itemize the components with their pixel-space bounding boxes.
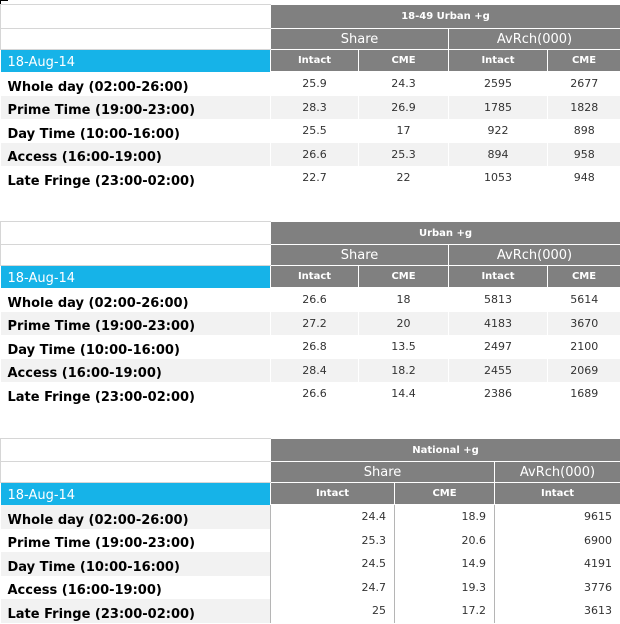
value-cell[interactable]: 922 <box>449 119 548 143</box>
value-cell[interactable]: 1828 <box>548 96 620 119</box>
group-header-share: Share <box>271 245 449 266</box>
table-row <box>1 359 620 382</box>
value-cell[interactable]: 26.8 <box>271 335 359 359</box>
value-cell[interactable]: 27.2 <box>271 312 359 335</box>
group-header-avrch: AvRch(000) <box>449 245 620 266</box>
value-cell[interactable]: 25 <box>271 599 395 623</box>
group-header-avrch: AvRch(000) <box>495 462 620 483</box>
date-cell[interactable]: 18-Aug-14 <box>1 50 271 72</box>
value-cell[interactable]: 25.9 <box>271 72 359 96</box>
value-cell[interactable]: 5813 <box>449 288 548 312</box>
subheader-intact: Intact <box>449 50 548 72</box>
value-cell[interactable]: 13.5 <box>359 335 449 359</box>
date-cell[interactable]: 18-Aug-14 <box>1 483 271 505</box>
value-cell[interactable]: 25.5 <box>271 119 359 143</box>
row-label[interactable]: Late Fringe (23:00-02:00) <box>1 599 271 623</box>
row-label[interactable]: Access (16:00-19:00) <box>1 143 271 166</box>
subheader-cme: CME <box>548 50 620 72</box>
value-cell[interactable]: 5614 <box>548 288 620 312</box>
row-label[interactable]: Late Fringe (23:00-02:00) <box>1 382 271 406</box>
header-blank <box>1 462 271 483</box>
value-cell[interactable]: 14.9 <box>395 552 495 576</box>
value-cell[interactable]: 26.9 <box>359 96 449 119</box>
table-row <box>1 312 620 335</box>
value-cell[interactable]: 18.9 <box>395 505 495 529</box>
value-cell[interactable]: 2595 <box>449 72 548 96</box>
value-cell[interactable]: 20 <box>359 312 449 335</box>
value-cell[interactable]: 3613 <box>495 599 620 623</box>
date-cell[interactable]: 18-Aug-14 <box>1 266 271 288</box>
value-cell[interactable]: 1689 <box>548 382 620 406</box>
header-blank <box>1 29 271 50</box>
value-cell[interactable]: 894 <box>449 143 548 166</box>
row-label[interactable]: Access (16:00-19:00) <box>1 359 271 382</box>
row-label[interactable]: Prime Time (19:00-23:00) <box>1 312 271 335</box>
value-cell[interactable]: 958 <box>548 143 620 166</box>
table-row <box>1 166 620 190</box>
value-cell[interactable]: 26.6 <box>271 143 359 166</box>
value-cell[interactable]: 3776 <box>495 576 620 599</box>
network-header: National +g <box>271 439 620 462</box>
row-label[interactable]: Day Time (10:00-16:00) <box>1 335 271 359</box>
header-blank <box>1 439 271 462</box>
row-label[interactable]: Day Time (10:00-16:00) <box>1 552 271 576</box>
value-cell[interactable]: 26.6 <box>271 288 359 312</box>
network-header: Urban +g <box>271 222 620 245</box>
table-row <box>1 119 620 143</box>
value-cell[interactable]: 3670 <box>548 312 620 335</box>
row-label[interactable]: Whole day (02:00-26:00) <box>1 72 271 96</box>
row-label[interactable]: Late Fringe (23:00-02:00) <box>1 166 271 190</box>
value-cell[interactable]: 2677 <box>548 72 620 96</box>
value-cell[interactable]: 25.3 <box>359 143 449 166</box>
subheader-cme: CME <box>359 266 449 288</box>
value-cell[interactable]: 18.2 <box>359 359 449 382</box>
row-label[interactable]: Whole day (02:00-26:00) <box>1 505 271 529</box>
value-cell[interactable]: 2497 <box>449 335 548 359</box>
row-label[interactable]: Day Time (10:00-16:00) <box>1 119 271 143</box>
value-cell[interactable]: 2455 <box>449 359 548 382</box>
table-row <box>1 505 620 529</box>
row-label[interactable]: Prime Time (19:00-23:00) <box>1 529 271 552</box>
value-cell[interactable]: 28.4 <box>271 359 359 382</box>
row-label[interactable]: Access (16:00-19:00) <box>1 576 271 599</box>
value-cell[interactable]: 4191 <box>495 552 620 576</box>
subheader-intact: Intact <box>495 483 620 505</box>
group-header-avrch: AvRch(000) <box>449 29 620 50</box>
row-label[interactable]: Prime Time (19:00-23:00) <box>1 96 271 119</box>
value-cell[interactable]: 22 <box>359 166 449 190</box>
header-blank <box>1 222 271 245</box>
value-cell[interactable]: 14.4 <box>359 382 449 406</box>
value-cell[interactable]: 2069 <box>548 359 620 382</box>
subheader-cme: CME <box>359 50 449 72</box>
table-row <box>1 143 620 166</box>
table-national <box>0 438 620 623</box>
subheader-cme: CME <box>395 483 495 505</box>
subheader-intact: Intact <box>271 50 359 72</box>
value-cell[interactable]: 28.3 <box>271 96 359 119</box>
value-cell[interactable]: 2386 <box>449 382 548 406</box>
table-row <box>1 552 620 576</box>
table-row <box>1 72 620 96</box>
value-cell[interactable]: 2100 <box>548 335 620 359</box>
header-blank <box>1 245 271 266</box>
subheader-intact: Intact <box>271 483 395 505</box>
table-18-49-urban <box>0 4 620 190</box>
value-cell[interactable]: 898 <box>548 119 620 143</box>
group-header-share: Share <box>271 462 495 483</box>
subheader-cme: CME <box>548 266 620 288</box>
value-cell[interactable]: 22.7 <box>271 166 359 190</box>
table-row <box>1 599 620 623</box>
value-cell[interactable]: 19.3 <box>395 576 495 599</box>
value-cell[interactable]: 9615 <box>495 505 620 529</box>
table-row <box>1 529 620 552</box>
value-cell[interactable]: 25.3 <box>271 529 395 552</box>
table-row <box>1 382 620 406</box>
value-cell[interactable]: 17.2 <box>395 599 495 623</box>
value-cell[interactable]: 948 <box>548 166 620 190</box>
subheader-intact: Intact <box>271 266 359 288</box>
value-cell[interactable]: 24.4 <box>271 505 395 529</box>
value-cell[interactable]: 1053 <box>449 166 548 190</box>
value-cell[interactable]: 24.7 <box>271 576 395 599</box>
network-header: 18-49 Urban +g <box>271 5 620 29</box>
table-row <box>1 96 620 119</box>
header-blank <box>1 5 271 29</box>
group-header-share: Share <box>271 29 449 50</box>
subheader-intact: Intact <box>449 266 548 288</box>
row-label[interactable]: Whole day (02:00-26:00) <box>1 288 271 312</box>
value-cell[interactable]: 17 <box>359 119 449 143</box>
value-cell[interactable]: 6900 <box>495 529 620 552</box>
value-cell[interactable]: 4183 <box>449 312 548 335</box>
value-cell[interactable]: 24.5 <box>271 552 395 576</box>
value-cell[interactable]: 18 <box>359 288 449 312</box>
table-row <box>1 576 620 599</box>
value-cell[interactable]: 1785 <box>449 96 548 119</box>
value-cell[interactable]: 20.6 <box>395 529 495 552</box>
value-cell[interactable]: 26.6 <box>271 382 359 406</box>
table-row <box>1 288 620 312</box>
table-urban <box>0 221 620 406</box>
value-cell[interactable]: 24.3 <box>359 72 449 96</box>
table-row <box>1 335 620 359</box>
